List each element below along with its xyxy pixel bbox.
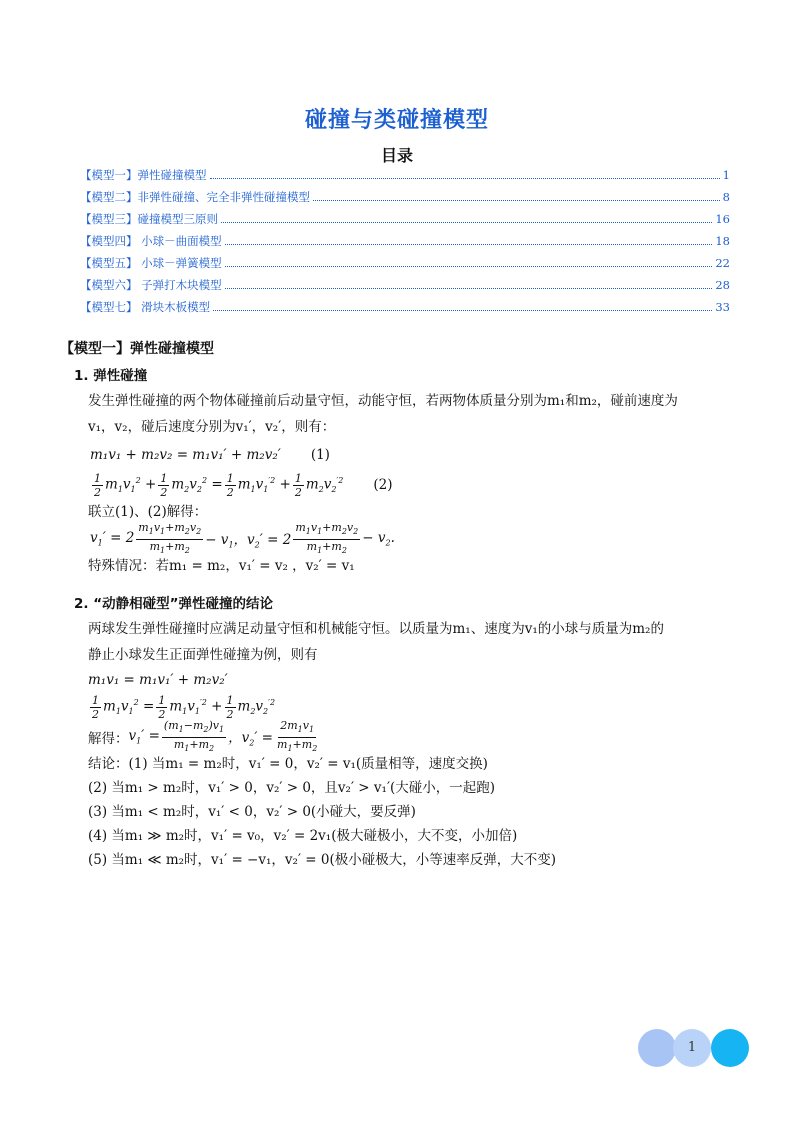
fraction-solution: $\frac{2m_1v_1}{m_1+m_2}$ (277, 719, 318, 753)
toc-entry[interactable] (80, 189, 730, 211)
toc-entry[interactable] (80, 167, 730, 189)
toc-leader-dots (313, 200, 720, 201)
toc-entry-page: 33 (715, 300, 730, 314)
fraction-solution: $\frac{m_1v_1+m_2v_2}{m_1+m_2}$ (295, 521, 359, 555)
conclusion-line: 结论：(1) 当m₁ = m₂时，v₁′ = 0，v₂′ = v₁(质量相等，速度交换) (88, 756, 488, 772)
toc-entry-page: 1 (722, 168, 730, 182)
fraction-half: $\frac{1}{2}$ (226, 471, 234, 499)
toc-entry-label: 【模型二】非弹性碰撞、完全非弹性碰撞模型 (80, 190, 310, 204)
toc-entry-label: 【模型四】 小球－曲面模型 (80, 234, 222, 248)
conclusion-line: (3) 当m₁ < m₂时，v₁′ < 0，v₂′ > 0(小碰大，要反弹) (88, 804, 416, 820)
equation-number: (2) (373, 477, 393, 493)
fraction-half: $\frac{1}{2}$ (92, 693, 99, 721)
decorative-circle (638, 1029, 676, 1067)
equation-text: m₁v₁ + m₂v₂ = m₁v₁′ + m₂v₂′ (90, 447, 281, 463)
toc-leader-dots (225, 244, 713, 245)
decorative-circle (711, 1029, 749, 1067)
conclusion-line: (2) 当m₁ > m₂时，v₁′ > 0，v₂′ > 0，且v₂′ > v₁′(大碰小，一起跑) (88, 780, 496, 796)
toc-entry[interactable] (80, 255, 730, 277)
toc-entry[interactable] (80, 277, 730, 299)
toc-heading: 目录 (380, 146, 413, 165)
section-title: 【模型一】弹性碰撞模型 (60, 341, 214, 357)
section-elastic-collision (60, 338, 740, 872)
page-number: 1 (687, 1040, 697, 1055)
toc-entry-page: 28 (715, 278, 730, 292)
equation-energy: $\frac{1}{2}$ $m_1v_1^2$ + $\frac{1}{2}$ $m_2v_2^2$ = $\frac{1}{2}$ $m_1v_1^{'2}$ + $\frac{1}{2}$ $m_2v_2^{'2}$ (2) (94, 471, 393, 499)
toc-entry-page: 18 (715, 234, 730, 248)
special-case: 特殊情况：若m₁ = m₂，v₁′ = v₂ ，v₂′ = v₁ (88, 558, 355, 574)
toc-leader-dots (221, 222, 712, 223)
toc-entry[interactable] (80, 233, 730, 255)
fraction-solution: $\frac{(m_1-m_2)v_1}{m_1+m_2}$ (163, 719, 225, 753)
fraction-solution: $\frac{m_1v_1+m_2v_2}{m_1+m_2}$ (138, 521, 202, 555)
conclusion-line: (5) 当m₁ ≪ m₂时，v₁′ = −v₁，v₂′ = 0(极小碰极大，小等速率反弹，大不变) (88, 852, 557, 868)
equation-momentum (90, 440, 740, 470)
solve-label: 联立(1)、(2)解得： (88, 504, 208, 520)
solve-label: 解得： (88, 731, 129, 747)
table-of-contents (80, 167, 730, 321)
toc-leader-dots (210, 178, 720, 179)
equation-number: (1) (310, 447, 330, 463)
equation-energy: $\frac{1}{2}$ $m_1v_1^2$ = $\frac{1}{2}$ $m_1v_1^{'2}$ + $\frac{1}{2}$ $m_2v_2^{'2}$ (92, 693, 276, 721)
fraction-half: $\frac{1}{2}$ (226, 693, 234, 721)
equation-momentum: m₁v₁ = m₁v₁′ + m₂v₂′ (88, 672, 228, 688)
document-title: 碰撞与类碰撞模型 (304, 108, 489, 133)
fraction-half: $\frac{1}{2}$ (160, 471, 168, 499)
subsection-title: 1. 弹性碰撞 (74, 368, 148, 384)
equation-solution: $v_1' = 2$ $\frac{m_1v_1+m_2v_2}{m_1+m_2}$ − $v_1$，$v_2' = 2$ $\frac{m_1v_1+m_2v_2}{m_1+m_2}$ − $v_2$. (90, 521, 395, 555)
toc-entry-label: 【模型三】碰撞模型三原则 (80, 212, 218, 226)
paragraph (88, 616, 740, 668)
toc-entry-label: 【模型六】 子弹打木块模型 (80, 278, 222, 292)
fraction-half: $\frac{1}{2}$ (158, 693, 166, 721)
toc-leader-dots (225, 266, 713, 267)
toc-entry-page: 8 (722, 190, 730, 204)
conclusion-line: (4) 当m₁ ≫ m₂时，v₁′ = v₀，v₂′ = 2v₁(极大碰极小，大不变，小加倍) (88, 828, 518, 844)
paragraph-line: 两球发生弹性碰撞时应满足动量守恒和机械能守恒。以质量为m₁、速度为v₁的小球与质量为m₂的 (88, 621, 664, 637)
toc-entry-page: 16 (715, 212, 730, 226)
toc-entry-label: 【模型一】弹性碰撞模型 (80, 168, 207, 182)
toc-entry-page: 22 (715, 256, 730, 270)
fraction-half: $\frac{1}{2}$ (294, 471, 302, 499)
toc-entry[interactable] (80, 299, 730, 321)
paragraph-line: v₁，v₂，碰后速度分别为v₁′，v₂′，则有： (88, 419, 336, 435)
paragraph-line: 静止小球发生正面弹性碰撞为例，则有 (88, 647, 318, 663)
paragraph-line: 发生弹性碰撞的两个物体碰撞前后动量守恒，动能守恒，若两物体质量分别为m₁和m₂，碰前速度为 (88, 393, 678, 409)
toc-leader-dots (225, 288, 713, 289)
toc-entry[interactable] (80, 211, 730, 233)
paragraph (88, 388, 740, 440)
toc-entry-label: 【模型七】 滑块木板模型 (80, 300, 211, 314)
equation-solution: 解得： $v_1'$ = $\frac{(m_1-m_2)v_1}{m_1+m_2}$ ，$v_2'$ = $\frac{2m_1v_1}{m_1+m_2}$ (88, 719, 318, 753)
toc-entry-label: 【模型五】 小球－弹簧模型 (80, 256, 222, 270)
fraction-half: $\frac{1}{2}$ (94, 471, 101, 499)
toc-leader-dots (213, 310, 712, 311)
subsection-title: 2. “动静相碰型”弹性碰撞的结论 (74, 596, 273, 612)
